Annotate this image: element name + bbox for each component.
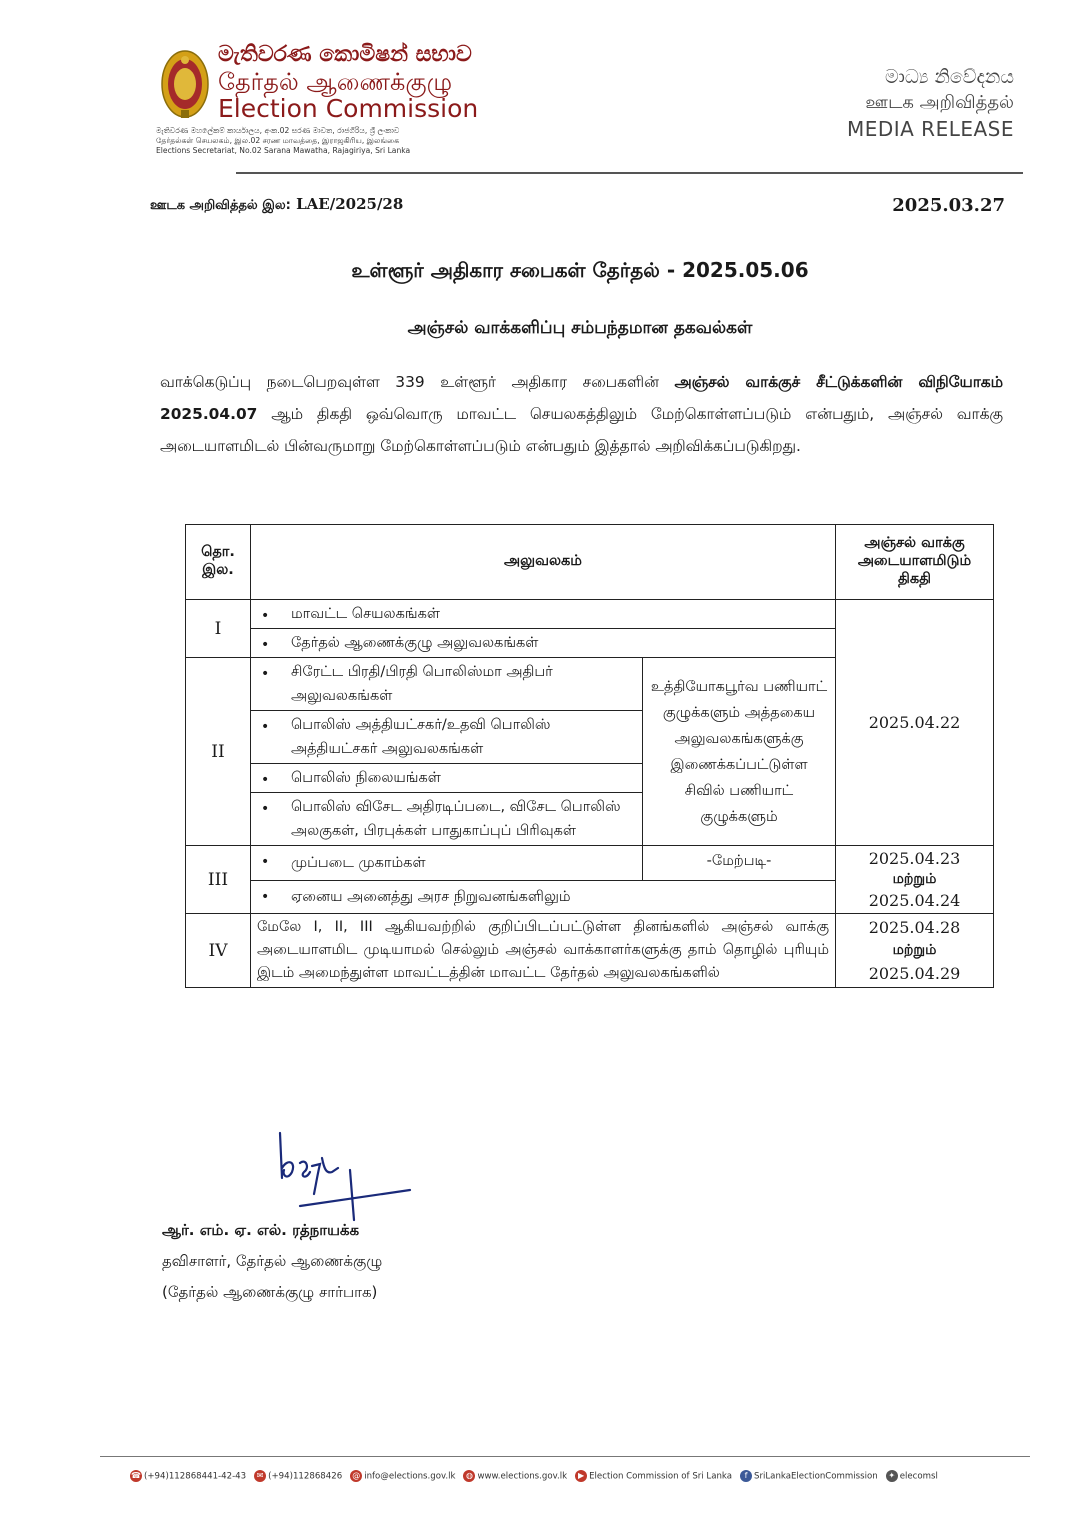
org-name-sinhala: මැතිවරණ කොමිෂන් සභාව (218, 42, 472, 67)
office-text: பொலிஸ் விசேட அதிரடிப்படை, விசேட பொலிஸ் அலகுகள், பிரபுக்கள் பாதுகாப்புப் பிரிவுகள் (291, 799, 621, 839)
reference-value: LAE/2025/28 (296, 195, 404, 213)
office-item (251, 658, 643, 711)
date-value: 2025.04.29 (868, 964, 961, 983)
phone-icon: ☎ (131, 1471, 141, 1480)
bullet-icon: • (261, 889, 270, 906)
org-name-english: Election Commission (218, 94, 479, 123)
reference-number (150, 195, 403, 214)
date-value: 2025.04.28 (868, 918, 961, 937)
twitter-icon: ✦ (886, 1470, 898, 1482)
media-release-sinhala: මාධ්‍ය නිවේදනය (884, 66, 1014, 88)
footer-fax[interactable] (254, 1470, 342, 1482)
office-text: மாவட்ட செயலகங்கள் (291, 606, 440, 622)
header-serial: தொ. இல. (186, 525, 251, 600)
table-row (186, 846, 994, 881)
office-item: மேலே I, II, III ஆகியவற்றில் குறிப்பிடப்பட்டுள்ள தினங்களில் அஞ்சல் வாக்கு அடையாளமிட முடியாமல் செல்லும் அஞ்சல் வாக்காளர்களுக்கு தாம் தொழில் புரியும் இடம் அமைந்துள்ள மாவட்டத்தின் மாவட்ட தேர்தல் அலுவலகங்களில் (251, 914, 836, 988)
address-tamil: தேர்தல்கள் செயலகம், இல.02 சரண மாவத்தை, இராஜகிரிய, இலங்கை (156, 136, 400, 145)
footer-phone[interactable] (130, 1470, 246, 1482)
phone-text: (+94)112868441-42-43 (144, 1471, 247, 1482)
reference-label: ஊடக அறிவித்தல் இல: (150, 198, 291, 213)
office-text: பொலிஸ் நிலையங்கள் (291, 770, 441, 786)
media-release-tamil: ஊடக அறிவித்தல் (865, 92, 1014, 113)
website-text: www.elections.gov.lk (477, 1471, 568, 1482)
paragraph-text-2: ஆம் திகதி ஒவ்வொரு மாவட்ட செயலகத்திலும் மேற்கொள்ளப்படும் என்பதும், அஞ்சல் வாக்கு அடையாளமிடல் பின்வருமாறு மேற்கொள்ளப்படும் என்பதும் இத்தால் அறிவிக்கப்படுகிறது. (160, 405, 1003, 455)
address-english: Elections Secretariat, No.02 Sarana Mawatha, Rajagiriya, Sri Lanka (156, 146, 411, 155)
office-text: தேர்தல் ஆணைக்குழு அலுவலகங்கள் (291, 635, 539, 651)
bullet-icon: • (261, 854, 270, 870)
date-conjunction: மற்றும் (892, 942, 937, 958)
date-value: 2025.04.24 (868, 891, 961, 910)
postal-voting-schedule-table (185, 524, 994, 988)
globe-icon: ◍ (463, 1470, 475, 1482)
bullet-icon: • (261, 801, 270, 817)
header-date: அஞ்சல் வாக்கு அடையாளமிடும் திகதி (836, 525, 994, 600)
email-text: info@elections.gov.lk (364, 1471, 456, 1482)
same-as-above-cell: -மேற்படி- (643, 846, 836, 881)
footer-contacts (130, 1470, 938, 1482)
header-divider (236, 172, 1023, 174)
media-release-english: MEDIA RELEASE (846, 117, 1014, 141)
bullet-icon: • (261, 608, 270, 624)
twitter-text: elecomsl (899, 1471, 938, 1482)
office-text: பொலிஸ் அத்தியட்சகர்/உதவி பொலிஸ் அத்தியட்சகர் அலுவலகங்கள் (291, 717, 551, 757)
signatory-behalf: (தேர்தல் ஆணைக்குழு சார்பாக) (162, 1283, 378, 1301)
row-number: II (186, 658, 251, 846)
page-title: உள்ளூர் அதிகார சபைகள் தேர்தல் - 2025.05.06 (351, 258, 809, 282)
office-item (251, 600, 836, 629)
footer-email[interactable] (350, 1470, 455, 1482)
row-number: IV (186, 914, 251, 988)
email-icon: @ (352, 1471, 361, 1480)
handwritten-signature (270, 1128, 420, 1223)
youtube-icon: ▶ (575, 1470, 587, 1482)
fax-icon: ✉ (254, 1470, 266, 1482)
fax-text: (+94)112868426 (268, 1471, 343, 1482)
org-name-tamil: தேர்தல் ஆணைக்குழு (218, 68, 453, 96)
office-item (251, 881, 836, 914)
footer-facebook[interactable] (740, 1470, 878, 1482)
release-date: 2025.03.27 (892, 195, 1005, 216)
header-office: அலுவலகம் (251, 525, 836, 600)
table-row (186, 914, 994, 988)
date-cell: 2025.04.22 (836, 600, 994, 846)
date-conjunction: மற்றும் (892, 871, 937, 887)
date-cell (836, 914, 994, 988)
bullet-icon: • (261, 637, 270, 653)
footer-website[interactable] (463, 1470, 567, 1482)
office-item (251, 764, 643, 793)
staff-group-cell: உத்தியோகபூர்வ பணியாட் குழுக்களும் அத்தகைய அலுவலகங்களுக்கு இணைக்கப்பட்டுள்ள சிவில் பணியாட் குழுக்களும் (643, 658, 836, 846)
office-text: ஏனைய அனைத்து அரச நிறுவனங்களிலும் (291, 889, 571, 906)
bullet-icon: • (261, 666, 270, 682)
paragraph-text-1: வாக்கெடுப்பு நடைபெறவுள்ள 339 உள்ளூர் அதிகார சபைகளின் (160, 373, 675, 391)
table-header-row (186, 525, 994, 600)
office-item (251, 711, 643, 764)
sri-lanka-emblem-logo (160, 48, 210, 120)
bullet-icon: • (261, 772, 270, 788)
address-sinhala: මැතිවරණ මහලේකම් කාර්යාලය, අංක.02 සරණ මාවත, රාජගිරිය, ශ්‍රී ලංකාව (156, 126, 400, 135)
signatory-name: ஆர். எம். ஏ. எல். ரத்நாயக்க (162, 1221, 360, 1239)
office-text: சிரேட்ட பிரதி/பிரதி பொலிஸ்மா அதிபர் அலுவலகங்கள் (291, 664, 553, 704)
office-item (251, 846, 643, 881)
facebook-icon: f (740, 1470, 752, 1482)
page-subtitle: அஞ்சல் வாக்களிப்பு சம்பந்தமான தகவல்கள் (407, 318, 753, 338)
footer-divider (100, 1456, 1030, 1457)
row-number: I (186, 600, 251, 658)
signatory-title: தவிசாளர், தேர்தல் ஆணைக்குழு (162, 1252, 383, 1270)
date-cell (836, 846, 994, 914)
office-item (251, 629, 836, 658)
date-value: 2025.04.23 (868, 849, 961, 868)
table-row (186, 600, 994, 629)
row-number: III (186, 846, 251, 914)
footer-twitter[interactable] (886, 1470, 938, 1482)
bullet-icon: • (261, 719, 270, 735)
office-text: முப்படை முகாம்கள் (291, 855, 426, 872)
footer-youtube[interactable] (575, 1470, 732, 1482)
facebook-text: SriLankaElectionCommission (754, 1471, 878, 1482)
intro-paragraph (160, 366, 1003, 462)
office-item (251, 793, 643, 846)
paragraph-bold: அஞ்சல் வாக்குச் சீட்டுக்களின் விநியோகம் 2025.04.07 (160, 373, 1003, 423)
youtube-text: Election Commission of Sri Lanka (589, 1471, 733, 1482)
